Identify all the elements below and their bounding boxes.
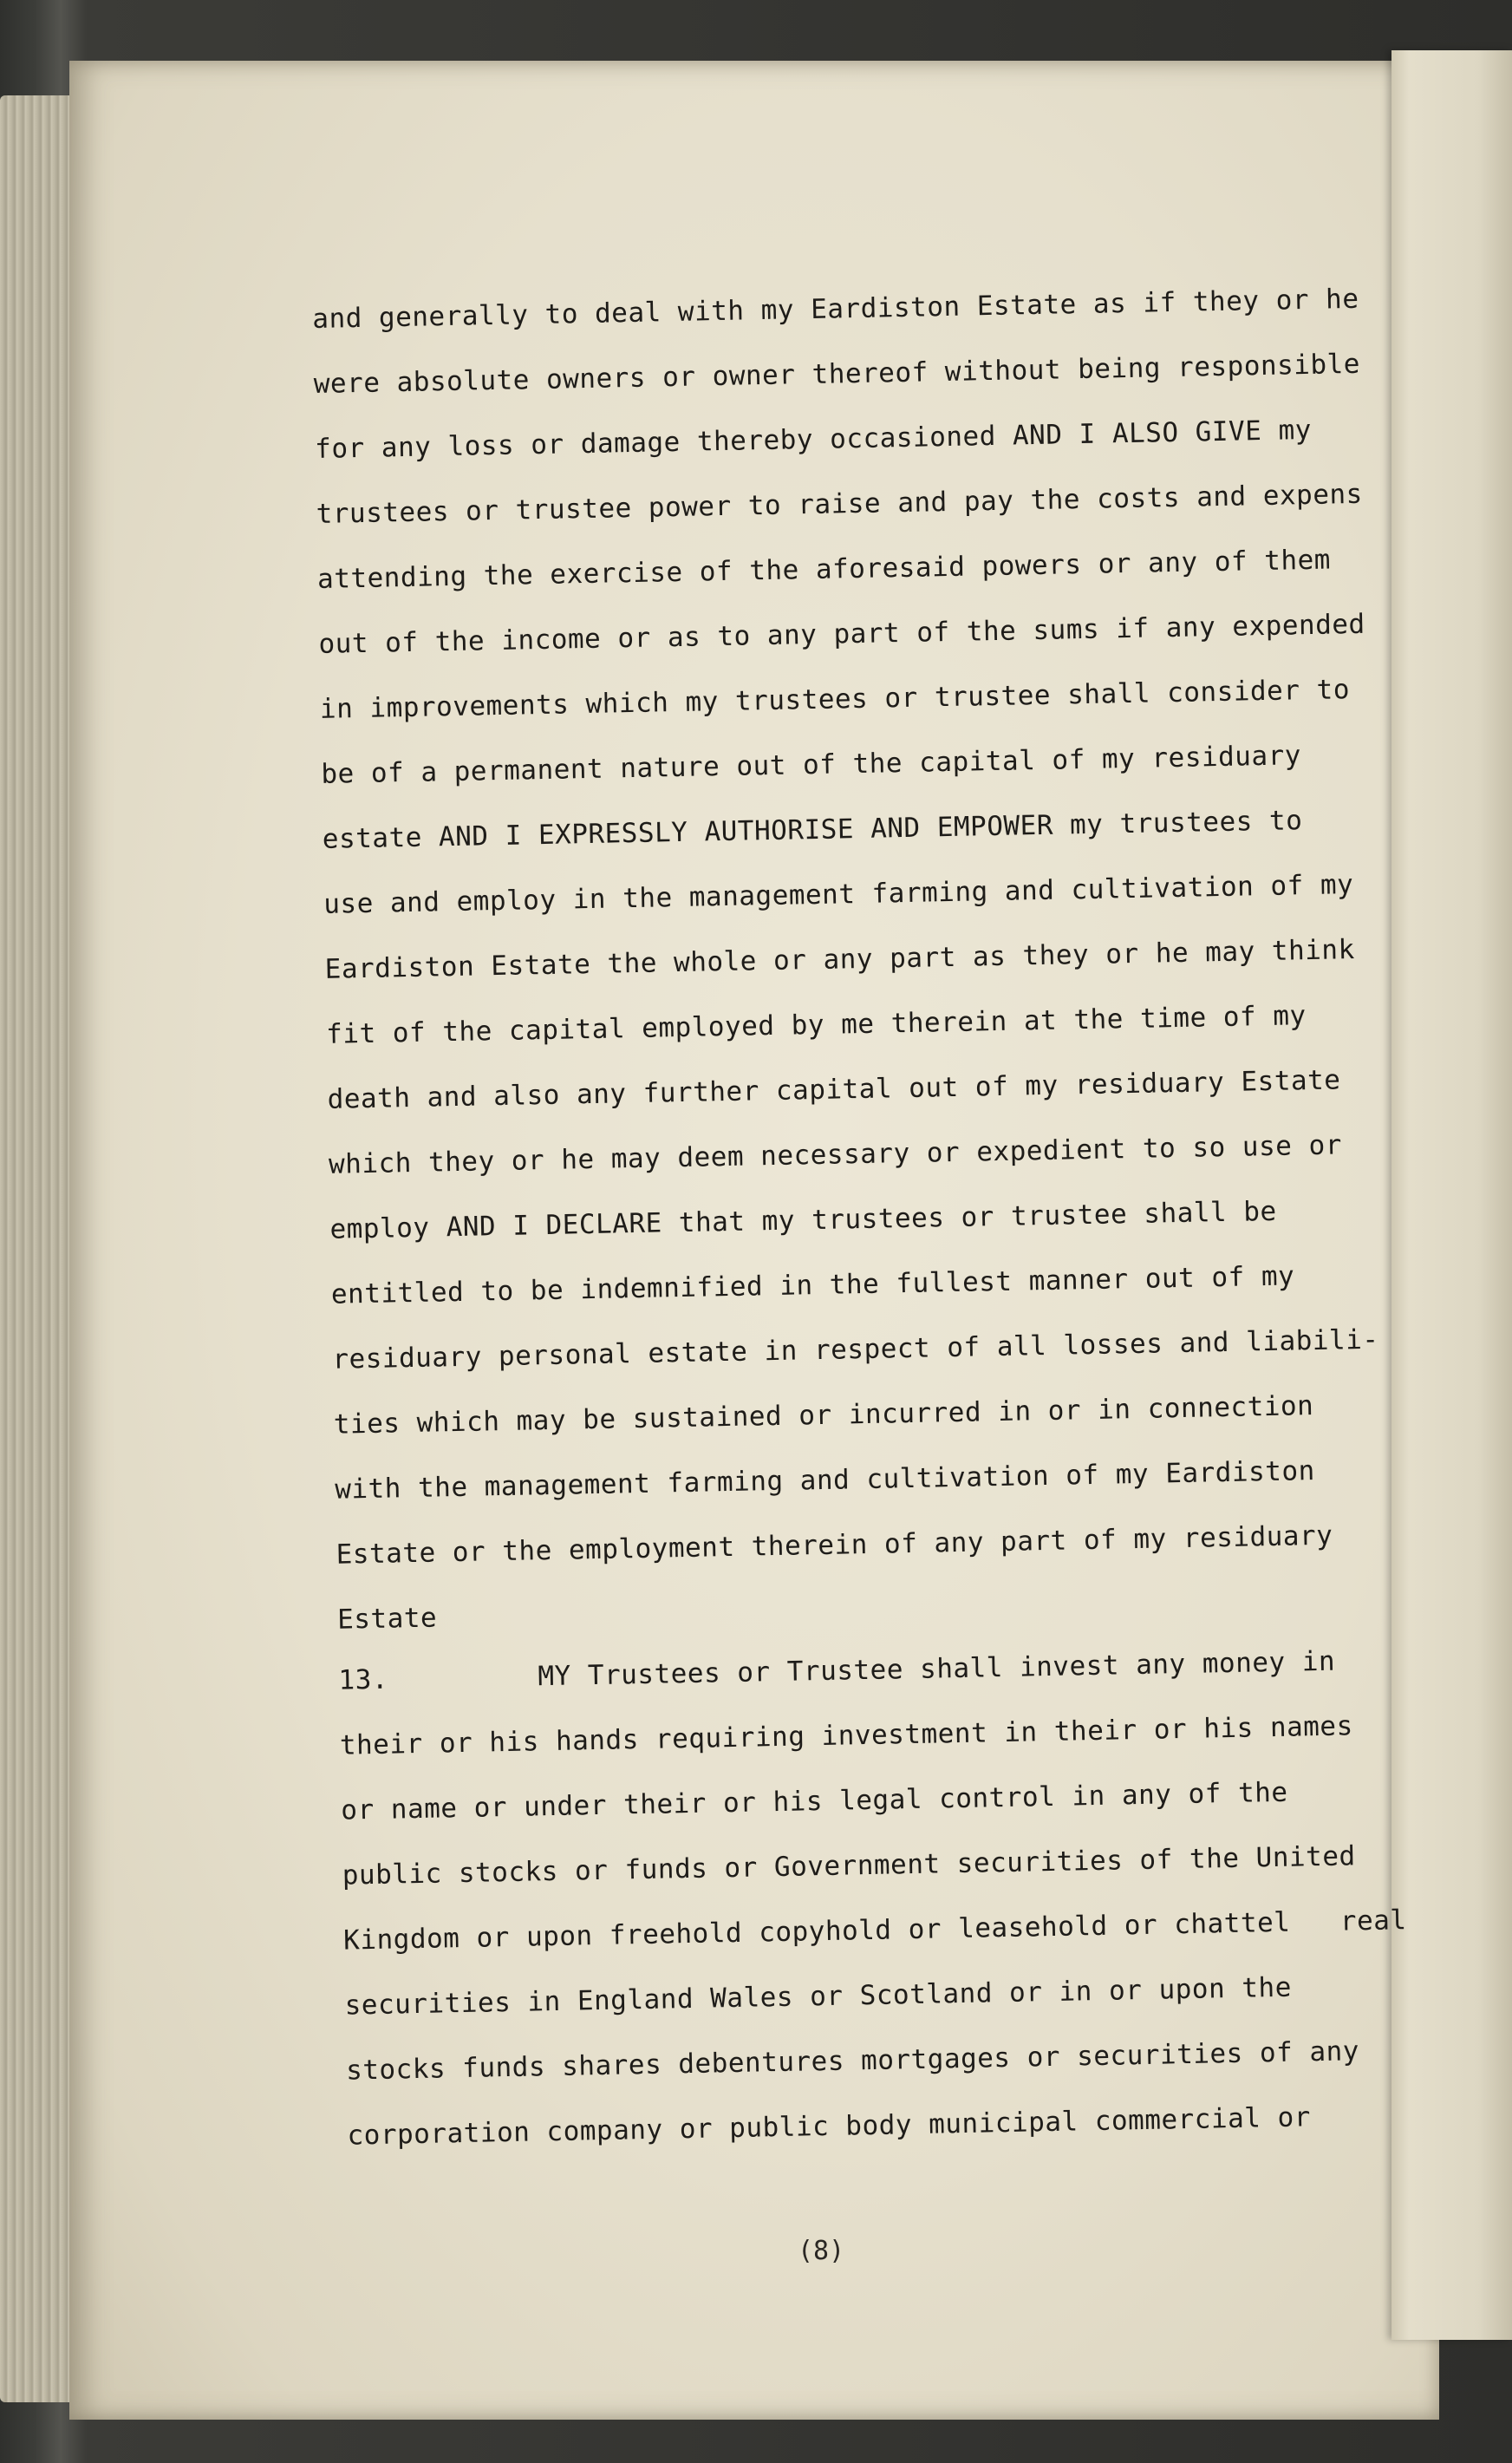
text-line: out of the income or as to any part of the sums if any expended [318, 608, 1365, 660]
text-line: and generally to deal with my Eardiston Estate as if they or he [312, 283, 1359, 335]
text-line: with the management farming and cultivation of my Eardiston [334, 1455, 1316, 1506]
text-line: Estate [336, 1602, 438, 1636]
text-line: ties which may be sustained or incurred in or in connection [333, 1390, 1314, 1441]
text-line: be of a permanent nature out of the capital of my residuary [321, 740, 1302, 790]
text-line: Estate or the employment therein of any part of my residuary [336, 1519, 1333, 1571]
text-line: or name or under their or his legal control in any of the [341, 1776, 1288, 1826]
text-line: fit of the capital employed by me therein at the time of my [325, 1000, 1307, 1050]
text-line: were absolute owners or owner thereof without being responsible [313, 348, 1361, 400]
text-line: use and employ in the management farming and cultivation of my [323, 869, 1354, 920]
text-line: Kingdom or upon freehold copyhold or leasehold or chattel real [342, 1904, 1407, 1957]
clause-13-heading-line: 13. MY Trustees or Trustee shall invest any money in [338, 1645, 1336, 1696]
text-line: corporation company or public body municipal commercial or [347, 2101, 1312, 2152]
text-line: which they or he may deem necessary or expedient to so use or [328, 1129, 1343, 1180]
text-line: estate AND I EXPRESSLY AUTHORISE AND EMPOWER my trustees to [322, 805, 1303, 855]
text-line: in improvements which my trustees or trustee shall consider to [319, 674, 1351, 725]
text-line: for any loss or damage thereby occasioned AND I ALSO GIVE my [314, 414, 1313, 465]
text-line: employ AND I DECLARE that my trustees or trustee shall be [329, 1195, 1277, 1245]
text-line: residuary personal estate in respect of all losses and liabili- [332, 1323, 1379, 1375]
text-line: securities in England Wales or Scotland or in or upon the [344, 1971, 1293, 2022]
page-number: (8) [798, 2236, 845, 2266]
text-line: stocks funds shares debentures mortgages or securities of any [345, 2035, 1360, 2087]
text-line: attending the exercise of the aforesaid powers or any of them [316, 544, 1332, 595]
text-line: entitled to be indemnified in the fullest manner out of my [330, 1260, 1295, 1310]
text-line: public stocks or funds or Government securities of the United [342, 1840, 1356, 1891]
text-line: their or his hands requiring investment in their or his names [339, 1710, 1354, 1761]
text-line: trustees or trustee power to raise and pay the costs and expens [316, 478, 1364, 530]
text-line: Eardiston Estate the whole or any part as they or he may think [324, 934, 1356, 985]
typewritten-text-block [312, 282, 1458, 2211]
text-line: death and also any further capital out of my residuary Estate [327, 1064, 1341, 1115]
